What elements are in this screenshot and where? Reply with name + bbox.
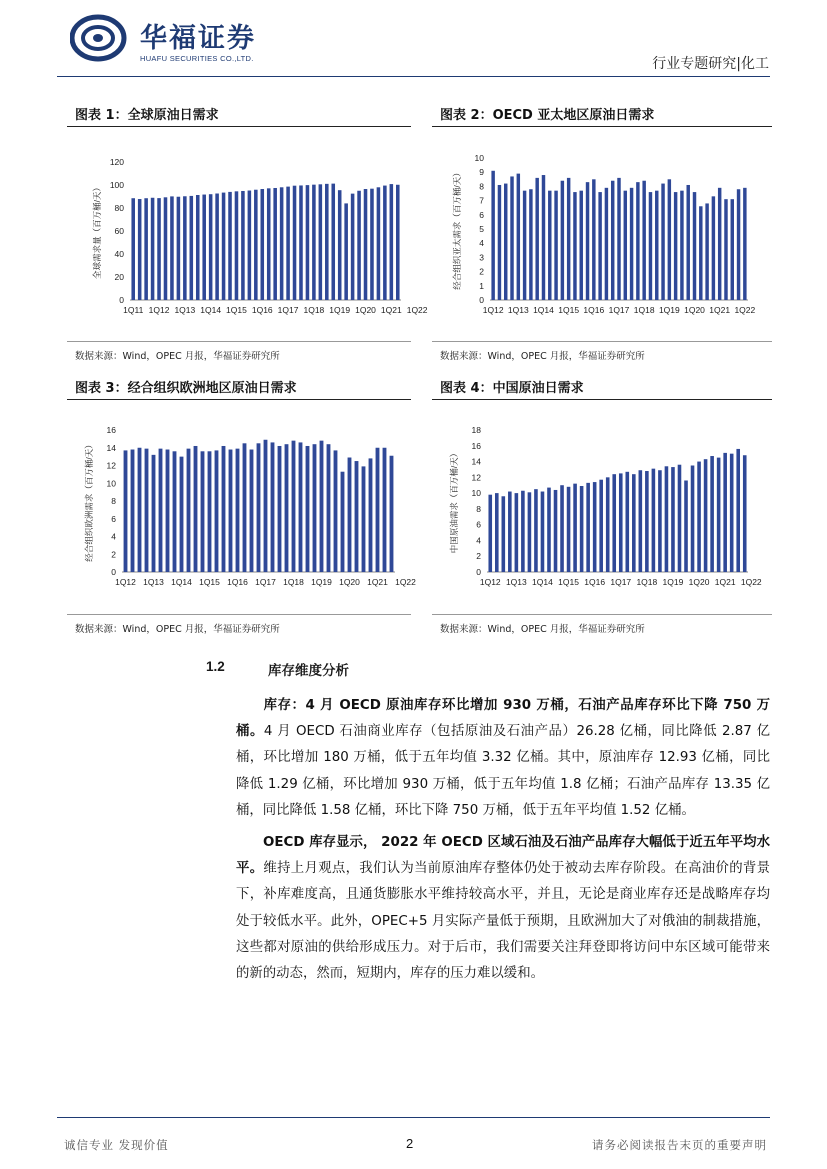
chart-bar <box>202 195 206 300</box>
y-axis-label: 经合组织欧洲需求（百万桶/天） <box>84 440 94 562</box>
x-tick-label: 1Q12 <box>482 305 504 315</box>
y-tick-label: 10 <box>474 153 484 163</box>
chart-bar <box>593 482 597 572</box>
x-tick-label: 1Q19 <box>662 577 684 587</box>
chart-bar <box>743 455 747 572</box>
chart-bar <box>691 466 695 573</box>
x-tick-label: 1Q18 <box>633 305 655 315</box>
chart-bar <box>491 171 494 300</box>
chart-bar <box>138 448 142 572</box>
y-tick-label: 4 <box>476 535 481 546</box>
x-tick-label: 1Q21 <box>709 305 731 315</box>
chart-bar <box>554 490 558 572</box>
x-tick-label: 1Q17 <box>255 577 276 587</box>
chart-bar <box>159 449 163 572</box>
chart-bar <box>215 194 219 300</box>
x-tick-label: 1Q18 <box>636 577 658 587</box>
figure-3-chart <box>67 412 416 602</box>
chart-bar <box>705 203 708 300</box>
chart-bar <box>606 477 610 572</box>
x-tick-label: 1Q14 <box>533 305 554 315</box>
chart-bar <box>611 181 614 300</box>
chart-bar <box>718 188 721 300</box>
y-tick-label: 0 <box>119 295 124 305</box>
chart-bar <box>523 191 526 300</box>
y-tick-label: 100 <box>109 180 124 190</box>
chart-bar <box>264 440 268 572</box>
footer-disclaimer: 请务必阅读报告末页的重要声明 <box>592 1138 767 1152</box>
chart-bar <box>228 192 232 300</box>
chart-bar <box>299 442 303 572</box>
y-tick-label: 14 <box>106 442 116 453</box>
chart-bar <box>717 458 721 572</box>
x-tick-label: 1Q15 <box>226 305 247 315</box>
chart-bar <box>645 471 649 572</box>
x-tick-label: 1Q18 <box>303 305 325 315</box>
chart-bar <box>229 450 233 572</box>
y-tick-label: 0 <box>476 567 481 577</box>
paragraph-outlook-lead: OECD 库存显示， 2022 年 OECD 区域石油及石油产品库存大幅低于近五年平均水平。 <box>236 835 770 877</box>
chart-bar <box>299 185 303 300</box>
figure-3-source: 数据来源：Wind，OPEC 月报，华福证券研究所 <box>75 624 280 635</box>
chart-bar <box>632 474 636 572</box>
chart-bar <box>504 184 507 300</box>
x-tick-label: 1Q13 <box>507 305 529 315</box>
chart-bar <box>642 181 645 300</box>
brand-name-cn: 华福证券 <box>140 23 256 54</box>
section-title: 库存维度分析 <box>268 663 349 679</box>
chart-bar <box>636 182 639 300</box>
chart-bar <box>235 191 239 300</box>
chart-bar <box>313 444 317 572</box>
chart-bar <box>145 449 149 572</box>
chart-bar <box>678 465 682 572</box>
x-tick-label: 1Q14 <box>171 577 192 587</box>
figure-1-rule <box>67 126 411 127</box>
chart-bar <box>710 456 714 572</box>
chart-bar <box>580 486 584 572</box>
chart-bar <box>144 198 148 300</box>
chart-bar <box>586 483 590 572</box>
header-divider <box>57 76 770 77</box>
x-tick-label: 1Q20 <box>684 305 705 315</box>
y-tick-label: 4 <box>111 531 116 542</box>
chart-bar <box>586 182 589 300</box>
y-tick-label: 10 <box>471 488 481 499</box>
chart-bar <box>528 492 532 572</box>
y-tick-label: 9 <box>479 167 484 178</box>
figure-2-source-rule <box>432 341 772 342</box>
chart-bar <box>699 206 702 300</box>
x-tick-label: 1Q16 <box>227 577 248 587</box>
chart-bar <box>567 487 571 572</box>
x-tick-label: 1Q22 <box>395 577 416 587</box>
chart-bar <box>208 451 212 572</box>
chart-bar <box>488 495 492 572</box>
chart-bar <box>736 449 740 572</box>
x-tick-label: 1Q22 <box>740 577 762 587</box>
chart-bar <box>194 446 198 572</box>
y-tick-label: 5 <box>479 224 484 234</box>
report-type: 行业专题研究|化工 <box>652 56 769 72</box>
chart-bar <box>508 492 512 572</box>
chart-bar <box>273 188 277 300</box>
x-tick-label: 1Q17 <box>610 577 632 587</box>
chart-bar <box>166 450 170 572</box>
chart-bar <box>187 449 191 572</box>
x-tick-label: 1Q19 <box>311 577 332 587</box>
chart-bar <box>529 189 532 300</box>
chart-bar <box>712 196 715 300</box>
figure-3-title: 图表 3：经合组织欧洲地区原油日需求 <box>75 381 297 396</box>
chart-bar <box>619 473 623 572</box>
x-tick-label: 1Q16 <box>251 305 273 315</box>
chart-bar <box>649 192 652 300</box>
chart-bar <box>617 178 620 300</box>
chart-bar <box>560 485 564 572</box>
x-tick-label: 1Q16 <box>584 577 606 587</box>
chart-bar <box>320 441 324 572</box>
chart-bar <box>658 470 662 572</box>
chart-bar <box>190 196 194 300</box>
chart-bar <box>510 176 513 300</box>
chart-bar <box>243 443 247 572</box>
chart-bar <box>177 197 181 300</box>
y-tick-label: 0 <box>479 295 484 305</box>
chart-bar <box>180 457 184 572</box>
x-tick-label: 1Q20 <box>355 305 376 315</box>
chart-bar <box>541 492 545 572</box>
x-tick-label: 1Q12 <box>148 305 170 315</box>
figure-2-chart <box>432 140 772 330</box>
chart-bar <box>686 185 689 300</box>
x-tick-label: 1Q21 <box>380 305 402 315</box>
y-tick-label: 8 <box>476 503 481 514</box>
chart-bar <box>573 484 577 572</box>
chart-bar <box>684 480 688 572</box>
paragraph-inventory <box>236 693 770 824</box>
chart-bar <box>383 448 387 572</box>
chart-bar <box>369 458 373 572</box>
chart-bar <box>396 185 400 300</box>
y-tick-label: 40 <box>114 249 124 259</box>
x-tick-label: 1Q22 <box>734 305 756 315</box>
chart-bar <box>548 191 551 300</box>
chart-bar <box>370 189 374 300</box>
chart-bar <box>573 192 576 300</box>
chart-bar <box>209 194 213 300</box>
chart-bar <box>630 188 633 300</box>
x-tick-label: 1Q17 <box>277 305 299 315</box>
chart-bar <box>535 178 538 300</box>
figure-3-source-rule <box>67 614 411 615</box>
chart-bar <box>390 184 394 300</box>
chart-bar <box>592 179 595 300</box>
y-tick-label: 0 <box>111 567 116 577</box>
chart-bar <box>131 450 135 572</box>
chart-bar <box>376 448 380 572</box>
y-tick-label: 2 <box>479 266 484 277</box>
chart-bar <box>661 184 664 300</box>
chart-bar <box>341 472 345 572</box>
chart-bar <box>286 187 290 300</box>
chart-bar <box>605 188 608 300</box>
figure-1-source: 数据来源：Wind，OPEC 月报，华福证券研究所 <box>75 351 280 362</box>
chart-bar <box>542 175 545 300</box>
chart-bar <box>362 466 366 572</box>
chart-bar <box>652 469 656 572</box>
chart-bar <box>598 192 601 300</box>
y-tick-label: 16 <box>106 425 116 435</box>
page-number: 2 <box>406 1136 414 1151</box>
chart-bar <box>201 451 205 572</box>
chart-bar <box>723 453 727 572</box>
chart-bar <box>498 185 501 300</box>
y-axis-label: 中国原油需求（百万桶/天） <box>449 448 459 554</box>
x-tick-label: 1Q13 <box>174 305 196 315</box>
chart-bar <box>222 446 226 572</box>
chart-bar <box>390 456 394 572</box>
y-tick-label: 14 <box>471 456 481 467</box>
chart-bar <box>704 459 708 572</box>
chart-bar <box>236 449 240 572</box>
chart-bar <box>383 186 387 300</box>
y-tick-label: 18 <box>471 425 481 435</box>
chart-bar <box>261 189 265 300</box>
chart-bar <box>334 450 338 572</box>
chart-bar <box>327 444 331 572</box>
x-tick-label: 1Q20 <box>688 577 710 587</box>
chart-bar <box>312 185 316 300</box>
chart-bar <box>534 489 538 572</box>
y-tick-label: 6 <box>476 519 481 530</box>
chart-bar <box>554 191 557 300</box>
chart-bar <box>183 196 187 300</box>
x-tick-label: 1Q12 <box>115 577 136 587</box>
chart-bar <box>306 446 310 572</box>
figure-4-source-rule <box>432 614 772 615</box>
chart-bar <box>351 194 355 300</box>
chart-bar <box>567 178 570 300</box>
chart-bar <box>124 450 128 572</box>
chart-bar <box>671 467 675 572</box>
figure-4-source: 数据来源：Wind，OPEC 月报，华福证券研究所 <box>440 624 645 635</box>
chart-bar <box>280 187 284 300</box>
chart-bar <box>357 191 361 300</box>
paragraph-outlook-body: 维持上月观点，我们认为当前原油库存整体仍处于被动去库存阶段。在高油价的背景下，补库难度高，且通货膨胀水平维持较高水平，并且，无论是商业库存还是战略库存均处于较低水平。此外，OPEC+5 月实际产量低于预期，且欧洲加大了对俄油的制裁措施，这些都对原油的供给形成压力。对于后市，我们需要关注拜登即将访问中东区域可能带来的新的动态，然而，短期内，库存的压力难以缓和。 <box>236 861 771 982</box>
figure-2-rule <box>432 126 772 127</box>
figure-3-rule <box>67 399 411 400</box>
chart-bar <box>502 496 506 572</box>
chart-bar <box>515 493 519 572</box>
chart-bar <box>331 184 335 300</box>
chart-bar <box>319 184 323 300</box>
huafu-logo-icon <box>70 12 130 64</box>
chart-bar <box>222 193 226 300</box>
y-tick-label: 1 <box>479 280 484 291</box>
y-tick-label: 2 <box>111 549 116 560</box>
chart-bar <box>215 450 219 572</box>
chart-bar <box>599 480 603 572</box>
paragraph-outlook <box>236 830 770 987</box>
x-tick-label: 1Q21 <box>714 577 736 587</box>
chart-bar <box>580 191 583 300</box>
chart-bar <box>131 198 135 300</box>
chart-bar <box>173 451 177 572</box>
chart-bar <box>668 179 671 300</box>
x-tick-label: 1Q15 <box>558 577 579 587</box>
x-tick-label: 1Q15 <box>558 305 580 315</box>
figure-2-title: 图表 2：OECD 亚太地区原油日需求 <box>440 108 655 123</box>
chart-bar <box>170 196 174 300</box>
y-tick-label: 3 <box>479 252 484 263</box>
y-axis-label: 全球需求量（百万桶/天） <box>92 183 102 279</box>
chart-bar <box>306 185 310 300</box>
y-tick-label: 8 <box>111 496 116 506</box>
x-tick-label: 1Q22 <box>406 305 428 315</box>
chart-bar <box>730 454 734 572</box>
chart-bar <box>138 199 142 300</box>
brand-name-en: HUAFU SECURITIES CO.,LTD. <box>140 54 254 63</box>
y-tick-label: 7 <box>479 195 484 206</box>
chart-bar <box>271 442 275 572</box>
chart-bar <box>743 188 746 300</box>
y-tick-label: 6 <box>111 513 116 524</box>
chart-bar <box>278 446 282 572</box>
chart-bar <box>157 198 161 300</box>
chart-bar <box>674 192 677 300</box>
y-tick-label: 10 <box>106 478 116 489</box>
figure-1-title: 图表 1：全球原油日需求 <box>75 108 219 123</box>
y-tick-label: 12 <box>471 472 481 483</box>
x-tick-label: 1Q14 <box>532 577 553 587</box>
x-tick-label: 1Q21 <box>367 577 388 587</box>
chart-bar <box>639 470 643 572</box>
chart-bar <box>561 181 564 300</box>
x-tick-label: 1Q16 <box>583 305 605 315</box>
chart-bar <box>377 187 381 300</box>
figure-1-source-rule <box>67 341 411 342</box>
chart-bar <box>196 195 200 300</box>
chart-bar <box>625 472 629 572</box>
x-tick-label: 1Q12 <box>479 577 501 587</box>
figure-4-rule <box>432 399 772 400</box>
x-tick-label: 1Q19 <box>658 305 680 315</box>
chart-bar <box>731 199 734 300</box>
x-tick-label: 1Q15 <box>199 577 220 587</box>
chart-bar <box>164 197 168 300</box>
figure-2-source: 数据来源：Wind，OPEC 月报，华福证券研究所 <box>440 351 645 362</box>
y-tick-label: 20 <box>114 272 124 282</box>
chart-bar <box>348 458 352 572</box>
chart-bar <box>655 191 658 300</box>
chart-bar <box>521 491 525 572</box>
x-tick-label: 1Q18 <box>283 577 304 587</box>
paragraph-inventory-body: 4 月 OECD 石油商业库存（包括原油及石油产品）26.28 亿桶，同比降低 2.87 亿桶，环比增加 180 万桶，低于五年均值 3.32 亿桶。其中，原油库存 12.93 亿桶，同比降低 1.29 亿桶，环比增加 930 万桶，低于五年均值 1.8 亿桶；石油产品库存 13.35 亿桶，同比降低 1.58 亿桶，环比下降 750 万桶，低于五年平均值 1.52 亿桶。 <box>236 724 770 818</box>
chart-bar <box>517 174 520 300</box>
chart-bar <box>248 191 252 300</box>
chart-bar <box>254 190 258 300</box>
chart-bar <box>325 184 329 300</box>
chart-bar <box>338 190 342 300</box>
y-tick-label: 8 <box>479 181 484 192</box>
footer-slogan: 诚信专业 发现价值 <box>64 1138 169 1152</box>
chart-bar <box>267 188 271 300</box>
chart-bar <box>364 189 368 300</box>
y-tick-label: 2 <box>476 551 481 562</box>
chart-bar <box>293 186 297 300</box>
chart-bar <box>151 198 155 300</box>
y-tick-label: 80 <box>114 203 124 213</box>
y-tick-label: 120 <box>109 157 124 167</box>
figure-4-title: 图表 4：中国原油日需求 <box>440 381 584 396</box>
chart-bar <box>547 488 551 572</box>
x-tick-label: 1Q17 <box>608 305 630 315</box>
paragraph-inventory-lead: 库存：4 月 OECD 原油库存环比增加 930 万桶，石油产品库存环比下降 750 万桶。 <box>236 698 770 740</box>
chart-bar <box>241 191 245 300</box>
chart-bar <box>724 199 727 300</box>
x-tick-label: 1Q13 <box>505 577 527 587</box>
chart-bar <box>257 443 261 572</box>
chart-bar <box>285 444 289 572</box>
chart-bar <box>665 466 669 572</box>
x-tick-label: 1Q14 <box>200 305 222 315</box>
chart-bar <box>292 441 296 572</box>
chart-bar <box>344 203 348 300</box>
footer-divider <box>57 1117 770 1118</box>
y-tick-label: 60 <box>114 226 124 236</box>
chart-bar <box>693 192 696 300</box>
y-tick-label: 4 <box>479 238 484 249</box>
section-number: 1.2 <box>206 659 225 674</box>
y-tick-label: 12 <box>106 460 116 471</box>
chart-bar <box>737 189 740 300</box>
chart-bar <box>152 455 156 572</box>
chart-bar <box>697 462 701 572</box>
x-tick-label: 1Q20 <box>339 577 360 587</box>
x-tick-label: 1Q13 <box>143 577 164 587</box>
chart-bar <box>495 493 499 572</box>
y-tick-label: 16 <box>471 440 481 451</box>
chart-bar <box>680 191 683 300</box>
y-axis-label: 经合组织亚太需求（百万桶/天） <box>452 168 462 290</box>
chart-bar <box>355 461 359 572</box>
chart-bar <box>250 450 254 572</box>
figure-1-chart <box>67 140 428 330</box>
chart-bar <box>612 474 616 572</box>
x-tick-label: 1Q19 <box>329 305 351 315</box>
x-tick-label: 1Q11 <box>123 305 144 315</box>
chart-bar <box>624 191 627 300</box>
figure-4-chart <box>432 412 772 602</box>
y-tick-label: 6 <box>479 209 484 220</box>
